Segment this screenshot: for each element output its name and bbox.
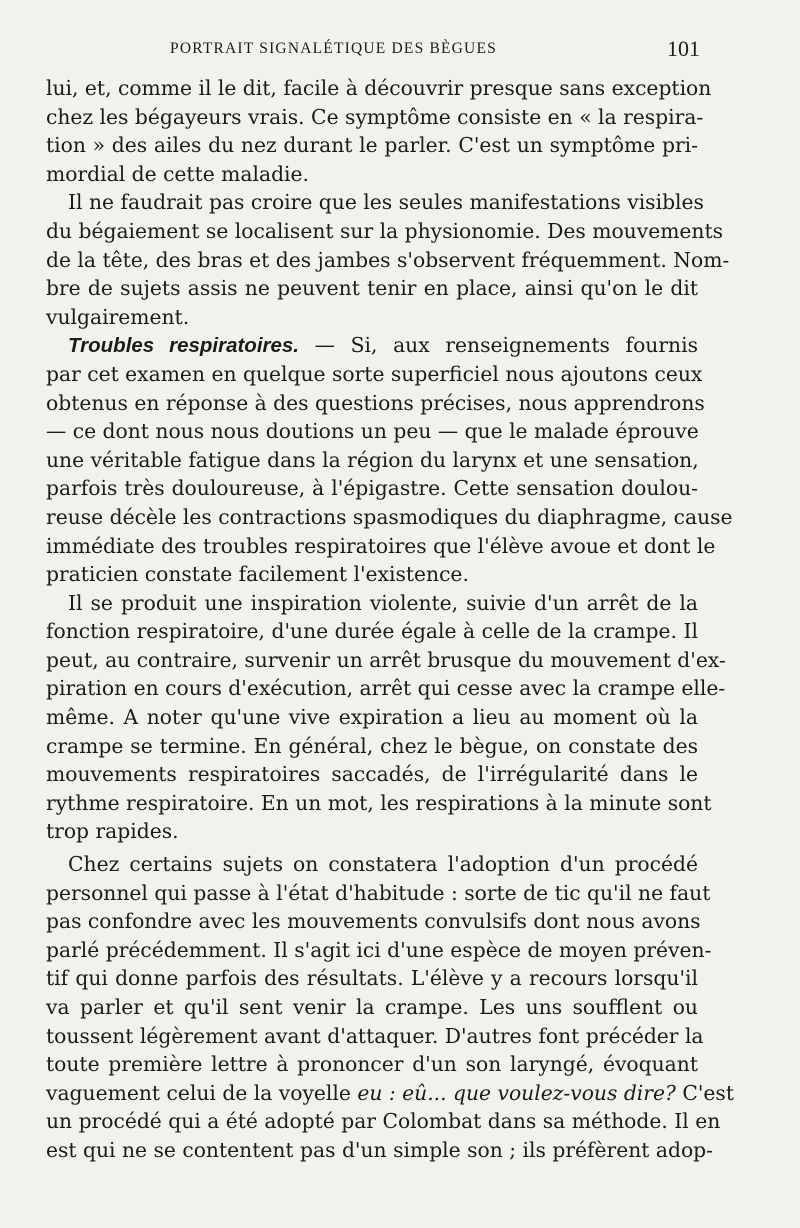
text-line: tion » des ailes du nez durant le parler. C'est un symptôme pri- (46, 133, 698, 158)
text-line: une véritable fatigue dans la région du larynx et une sensation, (46, 447, 699, 472)
paragraph (46, 331, 733, 588)
text-line: par cet examen en quelque sorte superficiel nous ajoutons ceux (46, 361, 703, 386)
text-line: Il ne faudrait pas croire que les seules manifestations visibles (68, 190, 704, 215)
heading-continuation: — Si, aux renseignements fournis (299, 333, 698, 358)
text-line: peut, au contraire, survenir un arrêt brusque du mouvement d'ex- (46, 647, 726, 672)
text-line: est qui ne se contentent pas d'un simple son ; ils préfèrent adop- (46, 1137, 714, 1162)
paragraph (46, 589, 726, 846)
text-line: obtenus en réponse à des questions précises, nous apprendrons (46, 390, 705, 415)
text-line: personnel qui passe à l'état d'habitude : sorte de tic qu'il ne faut (46, 880, 711, 905)
text-line: parfois très douloureuse, à l'épigastre. Cette sensation doulou- (46, 476, 698, 501)
text-line: reuse décèle les contractions spasmodiques du diaphragme, cause (46, 504, 733, 529)
text-line: toute première lettre à prononcer d'un son laryngé, évoquant (46, 1052, 698, 1077)
text-line: parlé précédemment. Il s'agit ici d'une espèce de moyen préven- (46, 937, 712, 962)
page-number: 101 (667, 36, 700, 61)
text-line: bre de sujets assis ne peuvent tenir en place, ainsi qu'on le dit (46, 276, 698, 301)
text-line: trop rapides. (46, 819, 179, 844)
paragraph (46, 850, 734, 1165)
text-line: immédiate des troubles respiratoires que l'élève avoue et dont le (46, 533, 716, 558)
text-run: C'est (675, 1080, 734, 1105)
text-line: du bégaiement se localisent sur la physionomie. Des mouvements (46, 218, 724, 243)
section-heading: Troubles respiratoires. (68, 334, 299, 358)
text-line: vulgairement. (46, 304, 190, 329)
text-line: chez les bégayeurs vrais. Ce symptôme consiste en « la respira- (46, 104, 704, 129)
text-line: crampe se termine. En général, chez le bègue, on constate des (46, 733, 698, 758)
text-line: mouvements respiratoires saccadés, de l'irrégularité dans le (46, 762, 698, 787)
text-line: praticien constate facilement l'existence. (46, 562, 469, 587)
text-line: de la tête, des bras et des jambes s'observent fréquemment. Nom- (46, 247, 730, 272)
paragraph (46, 74, 712, 188)
text-line: tif qui donne parfois des résultats. L'élève y a recours lorsqu'il (46, 966, 698, 991)
page-header (46, 36, 700, 64)
text-line: va parler et qu'il sent venir la crampe. Les uns soufflent ou (46, 995, 698, 1019)
text-line: même. A noter qu'une vive expiration a lieu au moment où la (46, 705, 698, 730)
text-line (46, 331, 698, 360)
text-line: Chez certains sujets on constatera l'adoption d'un procédé (68, 852, 698, 877)
text-line: mordial de cette maladie. (46, 161, 309, 186)
text-line: lui, et, comme il le dit, facile à découvrir presque sans exception (46, 76, 712, 100)
text-line: un procédé qui a été adopté par Colombat dans sa méthode. Il en (46, 1109, 721, 1134)
paragraph (46, 188, 730, 331)
text-run: vaguement celui de la voyelle (46, 1080, 358, 1105)
text-line: — ce dont nous nous doutions un peu — que le malade éprouve (46, 419, 699, 444)
italic-quote: eu : eû... que voulez-vous dire? (357, 1080, 676, 1105)
text-line: toussent légèrement avant d'attaquer. D'autres font précéder la (46, 1023, 704, 1048)
running-title: PORTRAIT SIGNALÉTIQUE DES BÈGUES (170, 40, 497, 57)
text-line: piration en cours d'exécution, arrêt qui cesse avec la crampe elle- (46, 676, 726, 701)
text-line: pas confondre avec les mouvements convulsifs dont nous avons (46, 909, 701, 934)
text-line (46, 1079, 734, 1108)
text-line: Il se produit une inspiration violente, suivie d'un arrêt de la (68, 590, 698, 615)
body-text (46, 74, 734, 1165)
text-line: fonction respiratoire, d'une durée égale à celle de la crampe. Il (46, 619, 698, 644)
text-line: rythme respiratoire. En un mot, les respirations à la minute sont (46, 790, 712, 815)
